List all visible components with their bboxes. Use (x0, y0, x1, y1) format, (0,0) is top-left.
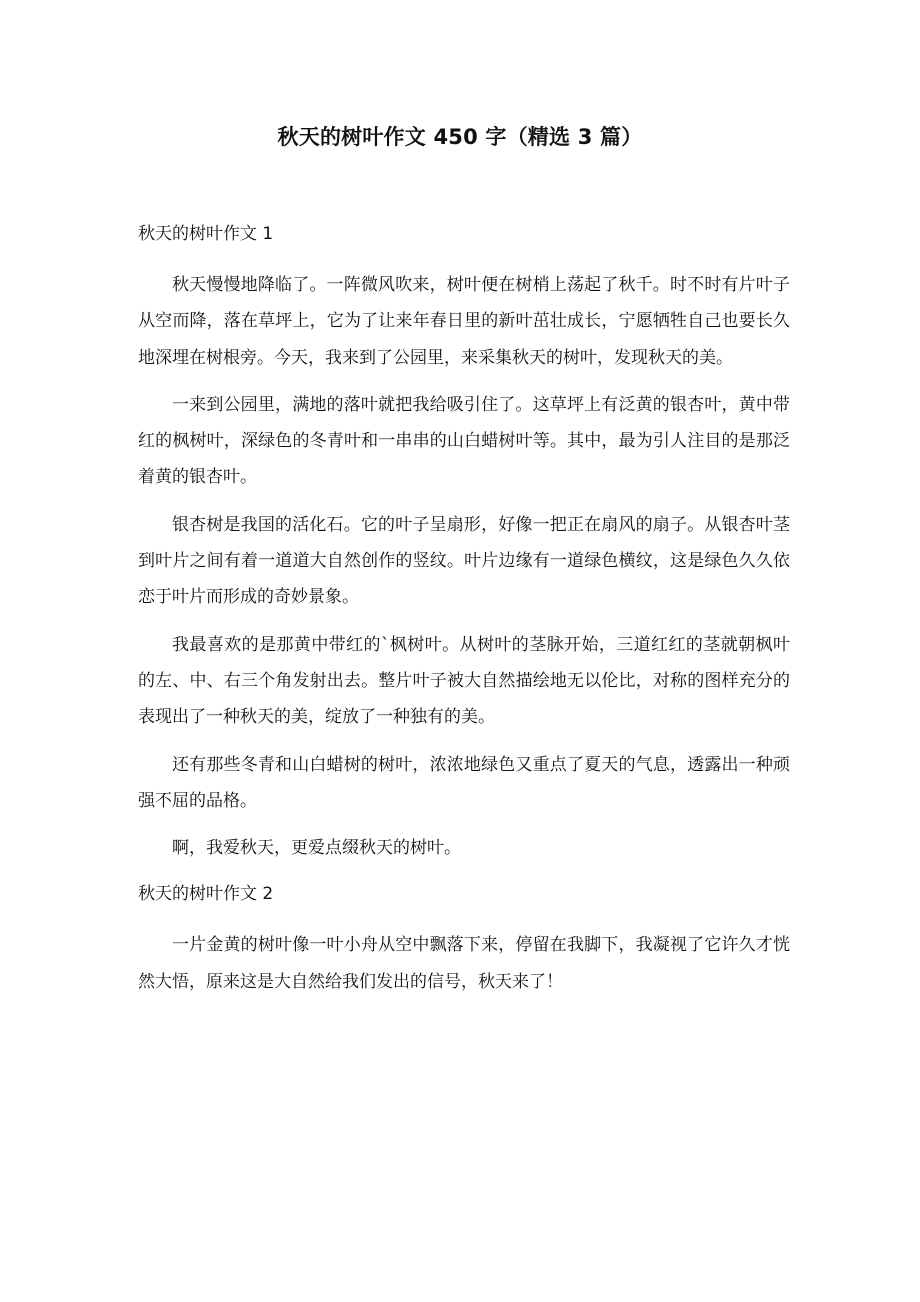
paragraph: 啊，我爱秋天，更爱点缀秋天的树叶。 (172, 838, 461, 859)
section-heading: 秋天的树叶作文 2 (138, 884, 274, 905)
paragraph: 还有那些冬青和山白蜡树的树叶，浓浓地绿色又重点了夏天的气息，透露出一种顽强不屈的品格。 (138, 754, 790, 811)
essay-section-1 (138, 219, 790, 866)
paragraph: 秋天慢慢地降临了。一阵微风吹来，树叶便在树梢上荡起了秋千。时不时有片叶子从空而降，落在草坪上，它为了让来年春日里的新叶茁壮成长，宁愿牺牲自己也要长久地深埋在树根旁。今天，我来到了公园里，来采集秋天的树叶，发现秋天的美。 (138, 275, 790, 368)
document-title: 秋天的树叶作文 450 字（精选 3 篇） (277, 125, 643, 149)
paragraph: 我最喜欢的是那黄中带红的`枫树叶。从树叶的茎脉开始，三道红红的茎就朝枫叶的左、中、右三个角发射出去。整片叶子被大自然描绘地无以伦比，对称的图样充分的表现出了一种秋天的美，绽放了一种独有的美。 (138, 634, 790, 728)
paragraph: 一来到公园里，满地的落叶就把我给吸引住了。这草坪上有泛黄的银杏叶，黄中带红的枫树叶，深绿色的冬青叶和一串串的山白蜡树叶等。其中，最为引人注目的是那泛着黄的银杏叶。 (138, 394, 790, 488)
paragraph: 银杏树是我国的活化石。它的叶子呈扇形，好像一把正在扇风的扇子。从银杏叶茎到叶片之间有着一道道大自然创作的竖纹。叶片边缘有一道绿色横纹，这是绿色久久依恋于叶片而形成的奇妙景象。 (138, 514, 790, 608)
document-body (138, 219, 790, 1011)
paragraph: 一片金黄的树叶像一叶小舟从空中飘落下来，停留在我脚下，我凝视了它许久才恍然大悟，原来这是大自然给我们发出的信号，秋天来了！ (138, 935, 790, 992)
essay-section-2 (138, 879, 790, 1000)
section-heading: 秋天的树叶作文 1 (138, 224, 274, 244)
